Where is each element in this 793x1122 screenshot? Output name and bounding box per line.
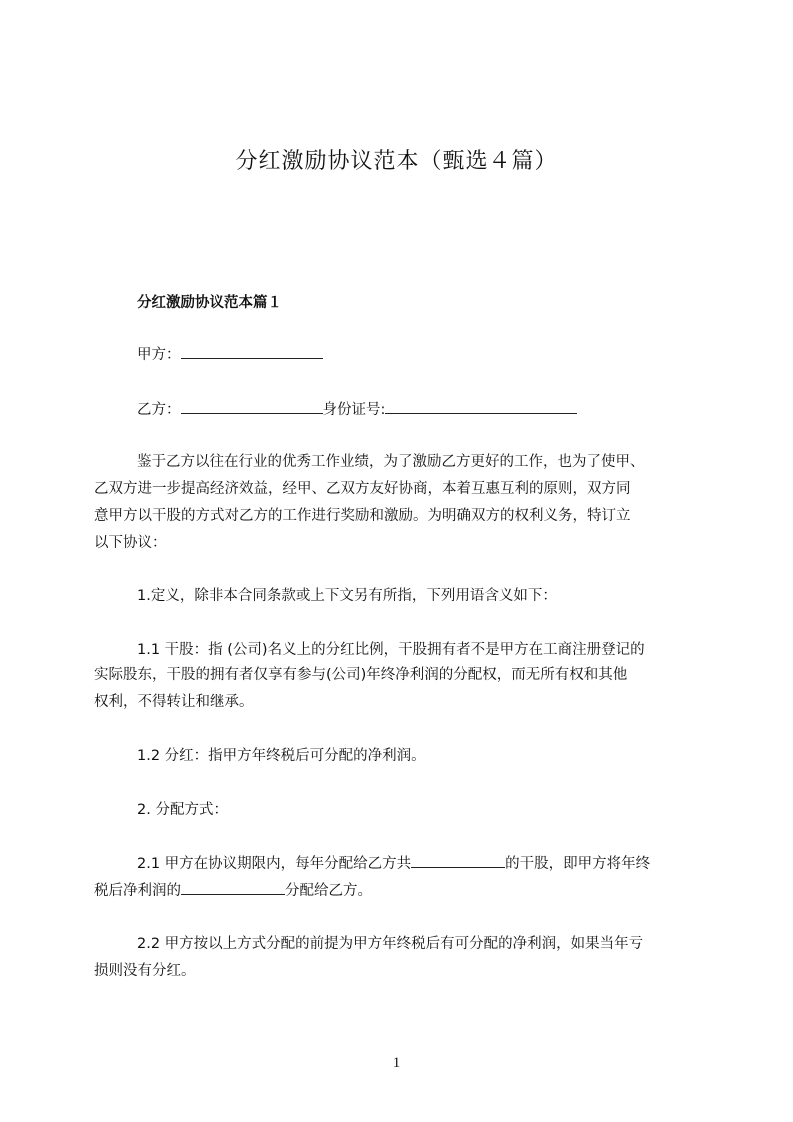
clause-1-1-line: 权利，不得转让和继承。	[94, 694, 254, 710]
party-a-blank	[181, 344, 323, 359]
id-number-blank	[385, 399, 577, 414]
clause-1-1-line: 实际股东，干股的拥有者仅享有参与(公司)年终净利润的分配权，而无所有权和其他	[94, 667, 628, 683]
id-label: 身份证号:	[322, 402, 386, 418]
intro-paragraph-line: 以下协议：	[94, 535, 167, 551]
clause-1: 1.定义，除非本合同条款或上下文另有所指，下列用语含义如下：	[137, 588, 557, 604]
document-title: 分红激励协议范本（甄选４篇）	[235, 149, 558, 174]
party-a-label: 甲方：	[137, 347, 181, 363]
party-b-label: 乙方：	[137, 402, 181, 418]
clause-1-1-line: 1.1 干股：指 (公司)名义上的分红比例，干股拥有者不是甲方在工商注册登记的	[137, 642, 645, 658]
clause-2: 2. 分配方式：	[137, 802, 228, 818]
clause-1-2: 1.2 分红：指甲方年终税后可分配的净利润。	[137, 748, 426, 764]
clause-2-1-suffix: 的干股，即甲方将年终	[505, 856, 651, 872]
clause-2-1-suffix: 分配给乙方。	[285, 883, 372, 899]
party-b-line	[137, 399, 577, 420]
intro-paragraph-line: 意甲方以干股的方式对乙方的工作进行奖励和激励。为明确双方的权利义务，特订立	[94, 508, 631, 524]
intro-paragraph-line: 乙双方进一步提高经济效益，经甲、乙双方友好协商，本着互惠互利的原则，双方同	[94, 481, 631, 497]
clause-2-1-prefix: 税后净利润的	[94, 883, 181, 899]
party-a-line	[137, 344, 323, 365]
intro-paragraph-line: 鉴于乙方以往在行业的优秀工作业绩，为了激励乙方更好的工作，也为了使甲、	[137, 454, 645, 470]
clause-2-1-prefix: 2.1 甲方在协议期限内，每年分配给乙方共	[137, 856, 412, 872]
clause-2-1-line	[137, 853, 650, 874]
section-heading: 分红激励协议范本篇１	[137, 295, 282, 311]
page-number: 1	[392, 1055, 401, 1071]
share-blank	[411, 853, 505, 868]
profit-ratio-blank	[181, 880, 285, 895]
clause-2-2-line: 2.2 甲方按以上方式分配的前提为甲方年终税后有可分配的净利润，如果当年亏	[137, 936, 644, 952]
clause-2-2-line: 损则没有分红。	[94, 963, 196, 979]
party-b-blank	[181, 399, 323, 414]
clause-2-1-line	[94, 880, 372, 901]
